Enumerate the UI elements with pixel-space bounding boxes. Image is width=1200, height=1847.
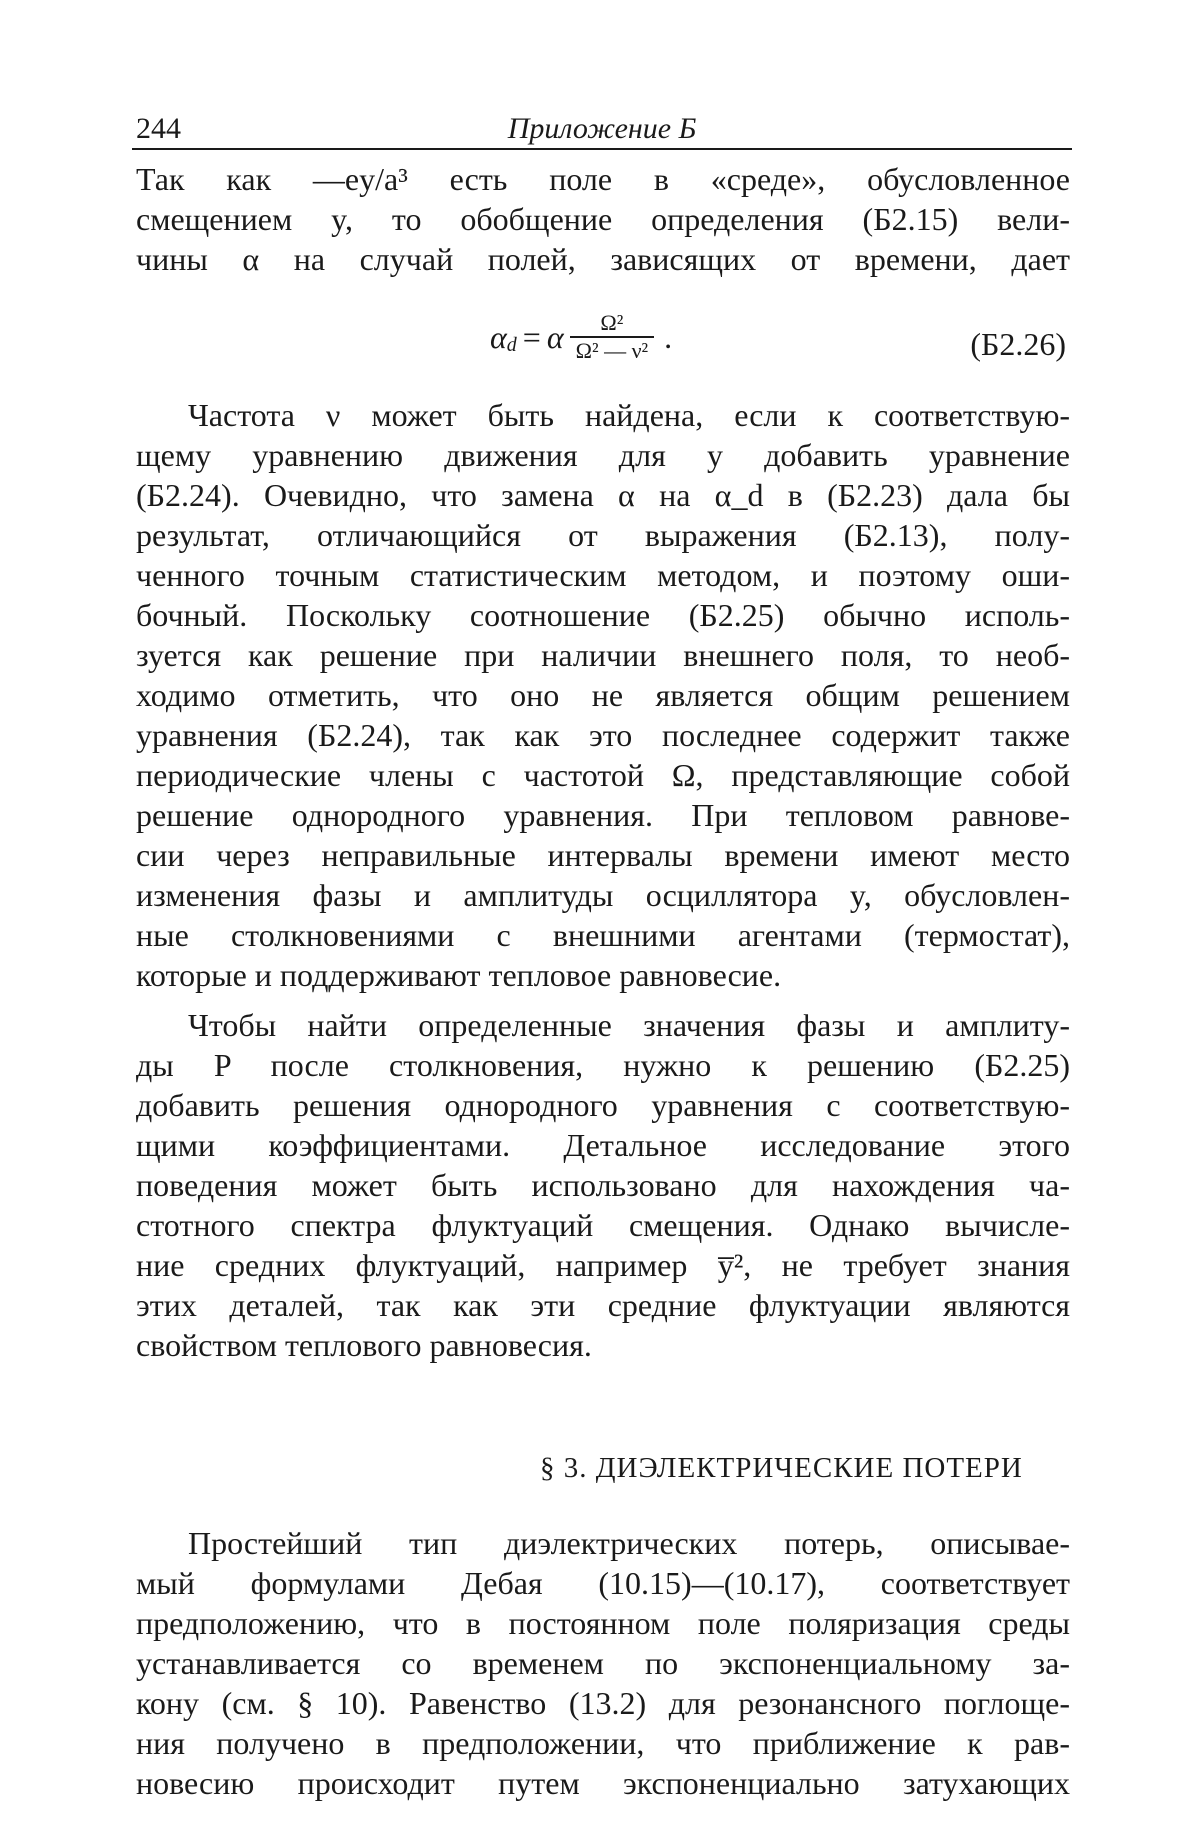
paragraph2-line-13: изменения фазы и амплитуды осциллятора y, обусловлен-: [136, 877, 1070, 913]
paragraph4-line-6: ния получено в предположении, что приближение к рав-: [136, 1725, 1070, 1761]
paragraph2-line-4: результат, отличающийся от выражения (Б2.13), полу-: [136, 517, 1070, 553]
paragraph3-line-6: стотного спектра флуктуаций смещения. Однако вычисле-: [136, 1207, 1070, 1243]
paragraph2-line-9: уравнения (Б2.24), так как это последнее содержит также: [136, 717, 1070, 753]
paragraph3-line-9: свойством теплового равновесия.: [136, 1327, 592, 1363]
running-head: [132, 108, 1072, 150]
paragraph4-line-7: новесию происходит путем экспоненциально затухающих: [136, 1765, 1070, 1801]
paragraph2-line-8: ходимо отметить, что оно не является общим решением: [136, 677, 1070, 713]
paragraph2-line-5: ченного точным статистическим методом, и поэтому оши-: [136, 557, 1070, 593]
equation-lhs-subscript: d: [506, 333, 517, 356]
paragraph1-line-2: смещением y, то обобщение определения (Б2.15) вели-: [136, 201, 1070, 237]
paragraph2-line-10: периодические члены с частотой Ω, представляющие собой: [136, 757, 1070, 793]
paragraph2-line-12: сии через неправильные интервалы времени имеют место: [136, 837, 1070, 873]
paragraph3-line-5: поведения может быть использовано для нахождения ча-: [136, 1167, 1070, 1203]
running-title: Приложение Б: [507, 112, 697, 145]
paragraph4-line-2: мый формулами Дебая (10.15)—(10.17), соответствует: [136, 1565, 1070, 1601]
paragraph4-line-5: кону (см. § 10). Равенство (13.2) для резонансного поглоще-: [136, 1685, 1070, 1721]
paragraph2-line-7: зуется как решение при наличии внешнего поля, то необ-: [136, 637, 1070, 673]
paragraph2-line-3: (Б2.24). Очевидно, что замена α на α_d в (Б2.23) дала бы: [136, 477, 1070, 513]
equation-denominator: Ω² — ν²: [575, 338, 649, 363]
paragraph4-line-3: предположению, что в постоянном поле поляризация среды: [136, 1605, 1070, 1641]
equation-fraction: [570, 310, 655, 364]
paragraph2-line-2: щему уравнению движения для y добавить уравнение: [136, 437, 1070, 473]
paragraph1-line-3: чины α на случай полей, зависящих от времени, дает: [136, 241, 1070, 277]
paragraph3-line-7: ние средних флуктуаций, например y̅², не требует знания: [136, 1247, 1070, 1283]
paragraph2-line-6: бочный. Поскольку соотношение (Б2.25) обычно исполь-: [136, 597, 1070, 633]
paragraph2-line-15: которые и поддерживают тепловое равновесие.: [136, 957, 782, 993]
equation-factor: α: [546, 318, 564, 355]
paragraph1-line-1: Так как —ey/a³ есть поле в «среде», обусловленное: [136, 161, 1070, 197]
paragraph3-line-2: ды P после столкновения, нужно к решению (Б2.25): [136, 1047, 1070, 1083]
paragraph2-line-11: решение однородного уравнения. При тепловом равнове-: [136, 797, 1070, 833]
equation-b2-26: [136, 302, 1070, 382]
paragraph3-line-3: добавить решения однородного уравнения с соответствую-: [136, 1087, 1070, 1123]
paragraph2-line-14: ные столкновениями с внешними агентами (термостат),: [136, 917, 1070, 953]
equation-lhs: α: [490, 318, 507, 355]
equation-period: .: [664, 318, 673, 355]
equation-numerator: Ω²: [600, 310, 624, 335]
paragraph2-line-1: Частота ν может быть найдена, если к соответствую-: [188, 397, 1070, 433]
paragraph3-line-4: щими коэффициентами. Детальное исследование этого: [136, 1127, 1070, 1163]
paragraph4-line-4: устанавливается со временем по экспоненциальному за-: [136, 1645, 1070, 1681]
section-heading: § 3. ДИЭЛЕКТРИЧЕСКИЕ ПОТЕРИ: [540, 1452, 1023, 1484]
paragraph4-line-1: Простейший тип диэлектрических потерь, описывае-: [188, 1525, 1070, 1561]
paragraph3-line-8: этих деталей, так как эти средние флуктуации являются: [136, 1287, 1070, 1323]
equation-equals-sign: =: [522, 318, 541, 355]
equation-number: (Б2.26): [970, 326, 1066, 362]
equation-formula: [490, 310, 672, 364]
page-number: 244: [136, 112, 181, 145]
paragraph3-line-1: Чтобы найти определенные значения фазы и амплиту-: [188, 1007, 1070, 1043]
